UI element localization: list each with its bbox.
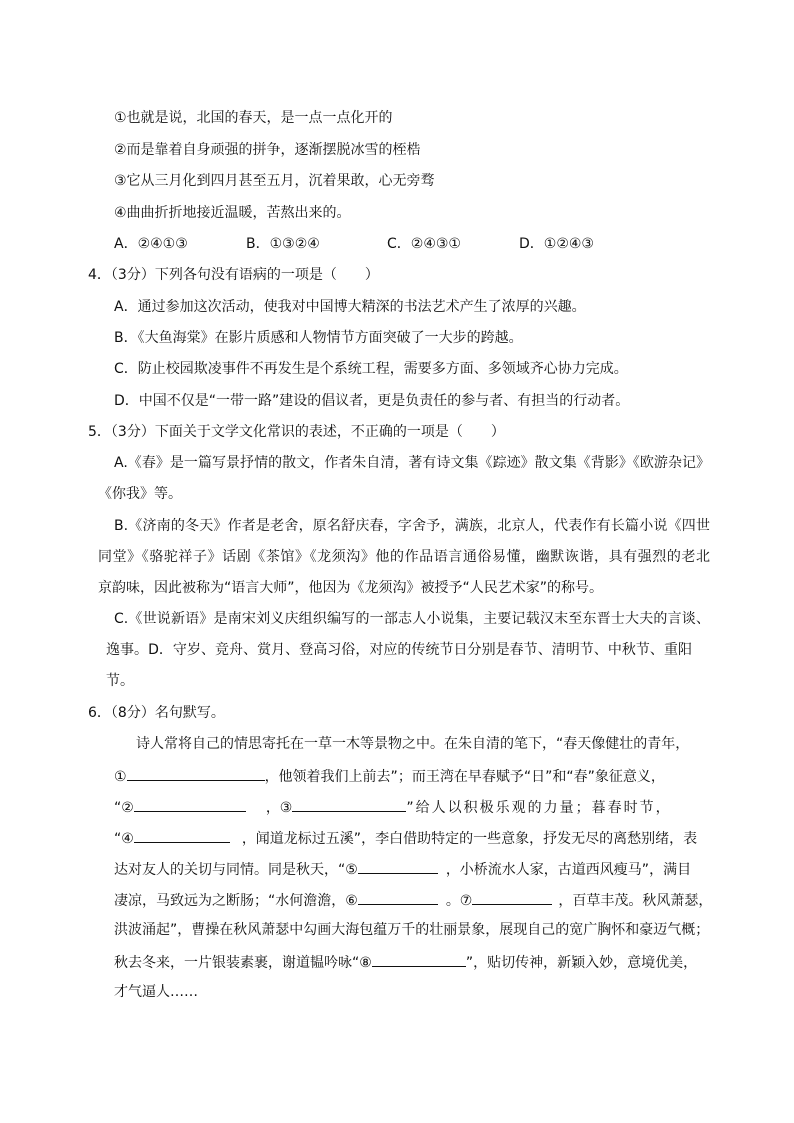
- q6-passage-line-6: [114, 889, 712, 911]
- q6-passage-line-9: 才气逼人……: [114, 984, 198, 1000]
- q4-option-c[interactable]: C．防止校园欺凌事件不再发生是个系统工程，需要多方面、多领域齐心协力完成。: [114, 361, 628, 377]
- q6-line-6-text-c: ，百草丰茂。秋风萧瑟，: [558, 893, 713, 909]
- q3-option-b[interactable]: B．①③②④: [246, 236, 320, 252]
- q3-item-3: ③它从三月化到四月甚至五月，沉着果敢，心无旁骛: [114, 173, 435, 189]
- answer-blank-7[interactable]: [472, 889, 552, 905]
- q5-option-b-cont-2: 京韵味，因此被称为“语言大师”，他因为《龙须沟》被授予“人民艺术家”的称号。: [98, 580, 604, 596]
- q3-item-1: ①也就是说，北国的春天，是一点一点化开的: [114, 110, 393, 126]
- blank-marker-3: ，③: [265, 800, 293, 816]
- q6-line-8-text-a: 秋去冬来，一片银装素裹，谢道韫吟咏“⑧: [114, 955, 372, 971]
- q4-option-b[interactable]: B．《大鱼海棠》在影片质感和人物情节方面突破了一大步的跨越。: [114, 330, 523, 346]
- q3-option-a[interactable]: A．②④①③: [114, 236, 188, 252]
- q5-option-a-cont: 《你我》等。: [98, 486, 182, 502]
- blank-marker-1: ①: [114, 769, 127, 785]
- q5-option-b-cont-1: 同堂》《骆驼祥子》话剧《茶馆》《龙须沟》他的作品语言通俗易懂，幽默诙谐，具有强烈的老北: [98, 549, 710, 565]
- q6-passage-line-2: [114, 765, 665, 787]
- blank-marker-7: 。⑦: [445, 893, 473, 909]
- answer-blank-1[interactable]: [127, 765, 265, 781]
- q5-option-d-cont: 节。: [106, 673, 134, 689]
- q4-stem: 4．（3分）下列各句没有语病的一项是（ ）: [88, 267, 379, 283]
- q5-option-c-cont-d[interactable]: 逸事。D．守岁、竞舟、赏月、登高习俗，对应的传统节日分别是春节、清明节、中秋节、重阳: [106, 642, 692, 658]
- answer-blank-5[interactable]: [358, 858, 438, 874]
- q6-passage-line-4: [114, 827, 697, 849]
- q4-option-d[interactable]: D．中国不仅是“一带一路”建设的倡议者，更是负责任的参与者、有担当的行动者。: [114, 393, 630, 409]
- q6-passage-line-5: [114, 858, 691, 880]
- q6-line-3-text: ”给人以积极乐观的力量；暮春时节，: [406, 800, 672, 816]
- q6-passage-line-7: 洪波涌起”，曹操在秋风萧瑟中勾画大海包蕴万千的壮丽景象，展现自己的宽广胸怀和豪迈气概；: [114, 922, 710, 938]
- q6-line-2-text: ，他领着我们上前去”；而王湾在早春赋予“日”和“春”象征意义，: [264, 769, 665, 785]
- answer-blank-8[interactable]: [372, 951, 466, 967]
- q5-stem: 5．（3分）下面关于文学文化常识的表述，不正确的一项是（ ）: [88, 424, 505, 440]
- q6-line-6-text-a: 凄凉，马致远为之断肠；“水何澹澹，⑥: [114, 893, 358, 909]
- q6-line-5-text-b: ，小桥流水人家，古道西风瘦马”，满目: [445, 862, 692, 878]
- answer-blank-2[interactable]: [134, 796, 246, 812]
- blank-marker-4: “④: [114, 831, 134, 847]
- q3-item-2: ②而是靠着自身顽强的拼争，逐渐摆脱冰雪的桎梏: [114, 142, 421, 158]
- answer-blank-4[interactable]: [134, 827, 230, 843]
- answer-blank-3[interactable]: [292, 796, 406, 812]
- answer-blank-6[interactable]: [358, 889, 438, 905]
- q6-line-5-text-a: 达对友人的关切与同情。同是秋天，“⑤: [114, 862, 358, 878]
- q5-option-c[interactable]: C.《世说新语》是南宋刘义庆组织编写的一部志人小说集，主要记载汉末至东晋士大夫的言谈、: [114, 611, 710, 627]
- q5-option-b[interactable]: B.《济南的冬天》作者是老舍，原名舒庆春，字舍予，满族，北京人，代表作有长篇小说《四世: [114, 518, 710, 534]
- q6-passage-line-3: [114, 796, 672, 818]
- q5-option-a[interactable]: A.《春》是一篇写景抒情的散文，作者朱自清，著有诗文集《踪迹》散文集《背影》《欧游杂记》: [114, 455, 710, 471]
- blank-marker-2: “②: [114, 800, 134, 816]
- q6-line-8-text-b: ”，贴切传神，新颖入妙，意境优美，: [465, 955, 698, 971]
- q6-passage-line-8: [114, 951, 697, 973]
- q4-option-a[interactable]: A．通过参加这次活动，使我对中国博大精深的书法艺术产生了浓厚的兴趣。: [114, 299, 586, 315]
- q3-option-c[interactable]: C．②④③①: [387, 236, 461, 252]
- q6-line-4-text: ，闻道龙标过五溪”，李白借助特定的一些意象，抒发无尽的离愁别绪，表: [241, 831, 698, 847]
- q6-stem: 6．（8分）名句默写。: [88, 705, 225, 721]
- q3-option-d[interactable]: D．①②④③: [519, 236, 594, 252]
- q6-passage-line-1: 诗人常将自己的情思寄托在一草一木等景物之中。在朱自清的笔下，“春天像健壮的青年，: [136, 736, 690, 752]
- q3-item-4: ④曲曲折折地接近温暖，苦熬出来的。: [114, 205, 351, 221]
